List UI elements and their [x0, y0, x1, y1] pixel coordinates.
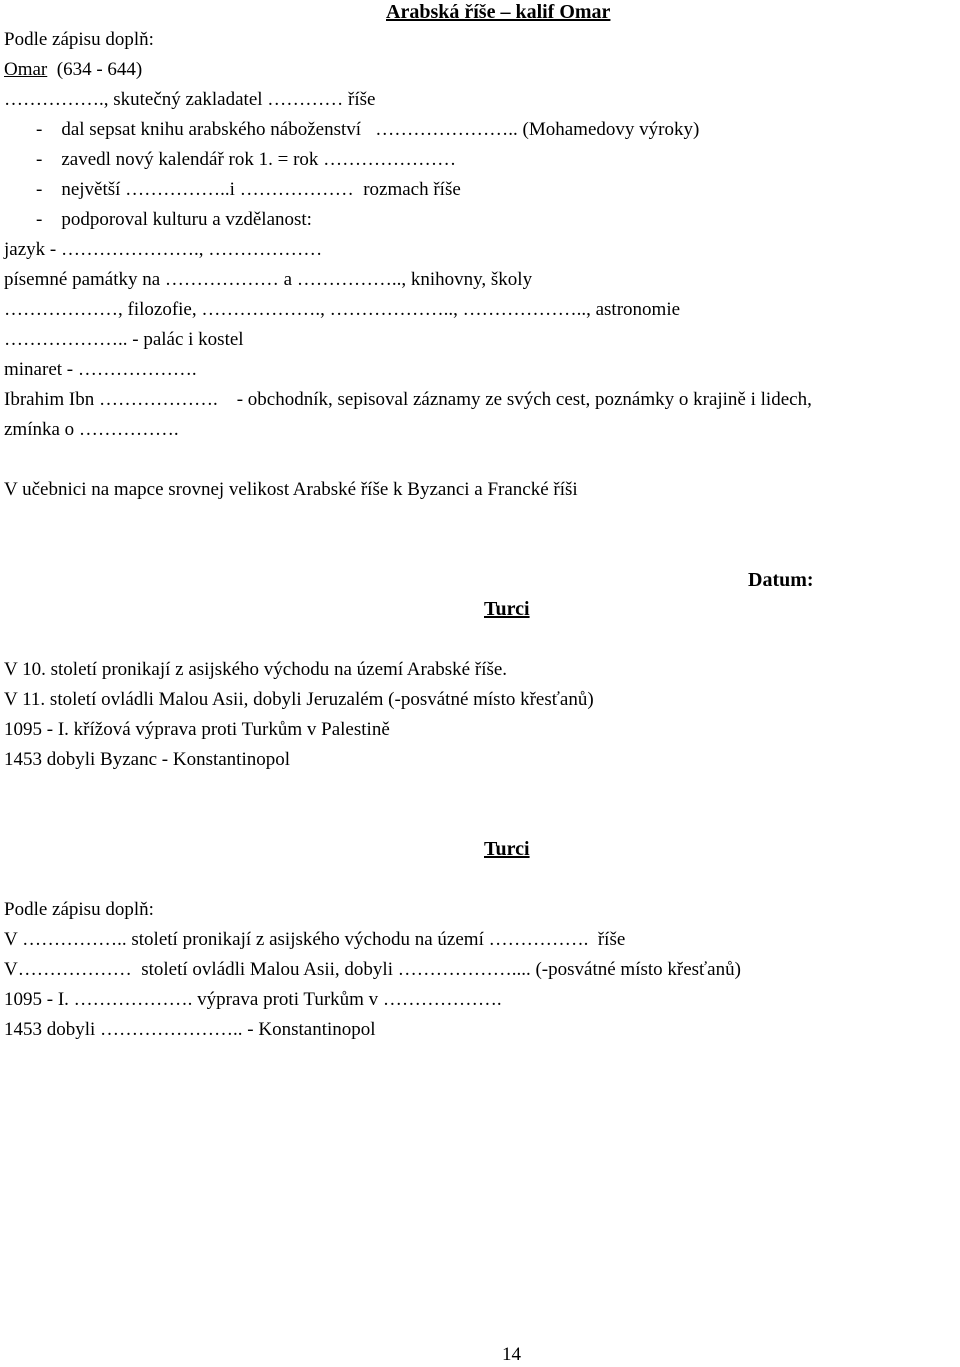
fill-line-9: ……………….. - palác i kostel [4, 329, 244, 350]
exercise-line-2: V……………… století ovládli Malou Asii, dobyli ……………….... (-posvátné místo křesťanů) [4, 959, 741, 980]
fill-line-6: jazyk - …………………., ……………… [4, 239, 323, 260]
fill-line-3: - zavedl nový kalendář rok 1. = rok ………………… [36, 149, 457, 170]
fill-line-4: - největší ……………..i ……………… rozmach říše [36, 179, 461, 200]
turci-line-2: V 11. století ovládli Malou Asii, dobyli Jeruzalém (-posvátné místo křesťanů) [4, 689, 594, 710]
fill-line-8: ………………, filozofie, ………………., ……………….., ……………….., astronomie [4, 299, 681, 320]
section1-intro: Podle zápisu doplň: [4, 29, 154, 50]
omar-line [4, 58, 142, 82]
fill-line-11: Ibrahim Ibn ………………. - obchodník, sepisoval záznamy ze svých cest, poznámky o krajině i lidech, [4, 389, 812, 410]
datum-label: Datum: [748, 569, 814, 591]
fill-line-1: ……………., skutečný zakladatel ………… říše [4, 89, 376, 110]
omar-years: (634 - 644) [47, 59, 143, 80]
task-text: V učebnici na mapce srovnej velikost Arabské říše k Byzanci a Francké říši [4, 479, 578, 500]
section3-intro: Podle zápisu doplň: [4, 899, 154, 920]
fill-line-10: minaret - ………………. [4, 359, 197, 380]
turci-line-1: V 10. století pronikají z asijského východu na území Arabské říše. [4, 659, 508, 680]
exercise-line-4: 1453 dobyli ………………….. - Konstantinopol [4, 1019, 376, 1040]
section3-heading: Turci [484, 838, 530, 860]
page-title: Arabská říše – kalif Omar [386, 1, 611, 23]
page-number: 14 [502, 1344, 521, 1365]
omar-name: Omar [4, 59, 48, 80]
exercise-line-3: 1095 - I. ………………. výprava proti Turkům v ………………. [4, 989, 502, 1010]
fill-line-7: písemné památky na ……………… a …………….., knihovny, školy [4, 269, 533, 290]
fill-line-5: - podporoval kulturu a vzdělanost: [36, 209, 312, 230]
section2-heading: Turci [484, 598, 530, 620]
turci-line-4: 1453 dobyli Byzanc - Konstantinopol [4, 749, 291, 770]
fill-line-2: - dal sepsat knihu arabského náboženství ………………….. (Mohamedovy výroky) [36, 119, 700, 140]
turci-line-3: 1095 - I. křížová výprava proti Turkům v Palestině [4, 719, 390, 740]
fill-line-12: zmínka o ……………. [4, 419, 179, 440]
exercise-line-1: V …………….. století pronikají z asijského východu na území ……………. říše [4, 929, 626, 950]
